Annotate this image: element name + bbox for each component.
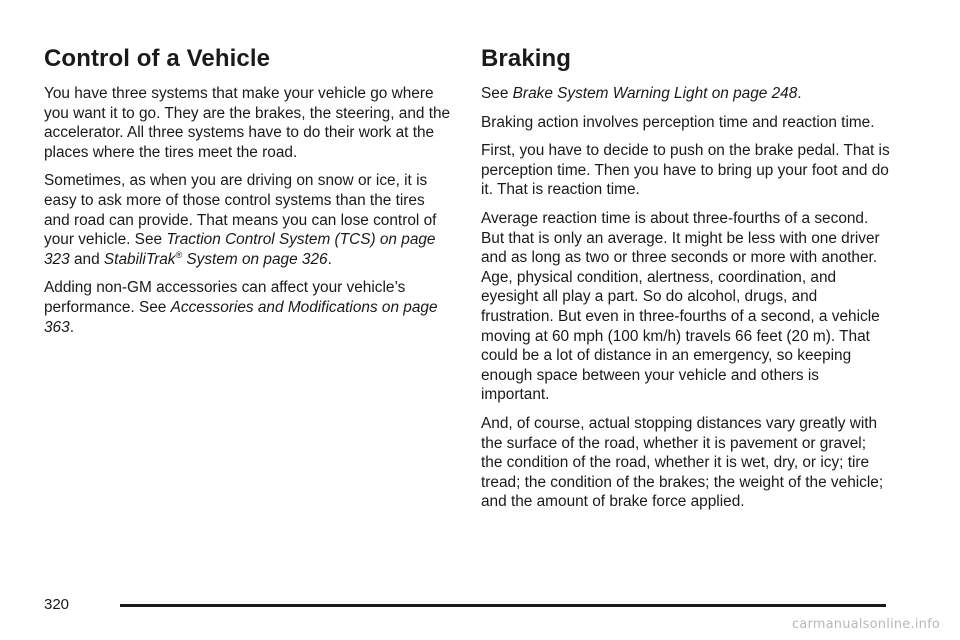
paragraph-accessories: Adding non-GM accessories can affect your vehicle’s performance. See Accessories and Modifications on page 363. <box>44 279 438 336</box>
registered-mark: ® <box>175 249 183 260</box>
xref-brake-warning-light[interactable]: Brake System Warning Light on page 248 <box>512 85 798 102</box>
paragraph-stopping-distances: And, of course, actual stopping distances vary greatly with the surface of the road, whether it is pavement or gravel; the condition of the road, whether it is wet, dry, or icy; tire tread; the condition of the brakes; the weight of the vehicle; and the amount of brake force applied. <box>481 414 884 511</box>
section-title-control: Control of a Vehicle <box>44 45 271 72</box>
right-column <box>481 44 891 521</box>
xref-accessories[interactable]: Accessories and Modifications on page 363 <box>44 298 438 336</box>
page-number: 320 <box>44 596 70 613</box>
paragraph-braking-action: Braking action involves perception time and reaction time. <box>481 113 875 131</box>
watermark: carmanualsonline.info <box>791 617 940 632</box>
left-column <box>44 44 452 346</box>
section-title-braking: Braking <box>481 45 572 72</box>
paragraph-three-systems: You have three systems that make your vehicle go where you want it to go. They are the brakes, the steering, and the accelerator. All three systems have to do their work at the places where the tires meet the road. <box>44 85 451 161</box>
paragraph-see-brake-warning: See Brake System Warning Light on page 248. <box>481 85 802 102</box>
xref-traction-control[interactable]: Traction Control System (TCS) on page 323 <box>44 231 436 268</box>
paragraph-reaction-time: Average reaction time is about three-fourths of a second. But that is only an average. It might be less with one driver and as long as two or three seconds or more with another. Age, physical condition, alertness, coordination, and eyesight all play a part. So do alcohol, drugs, and frustration. But even in three-fourths of a second, a vehicle moving at 60 mph (100 km/h) travels 66 feet (20 m). That could be a lot of distance in an emergency, so keeping enough space between your vehicle and others is important. <box>481 209 880 404</box>
footer-rule <box>120 604 886 607</box>
paragraph-perception-time: First, you have to decide to push on the brake pedal. That is perception time. Then you have to bring up your foot and do it. That is reaction time. <box>481 142 890 199</box>
paragraph-lose-control: Sometimes, as when you are driving on snow or ice, it is easy to ask more of those control systems than the tires and road can provide. That means you can lose control of your vehicle. See Traction Control System (TCS) on page 323 and StabiliTrak® System on page 326. <box>44 172 437 268</box>
xref-stabilitrak[interactable]: StabiliTrak® System on page 326 <box>103 249 328 268</box>
